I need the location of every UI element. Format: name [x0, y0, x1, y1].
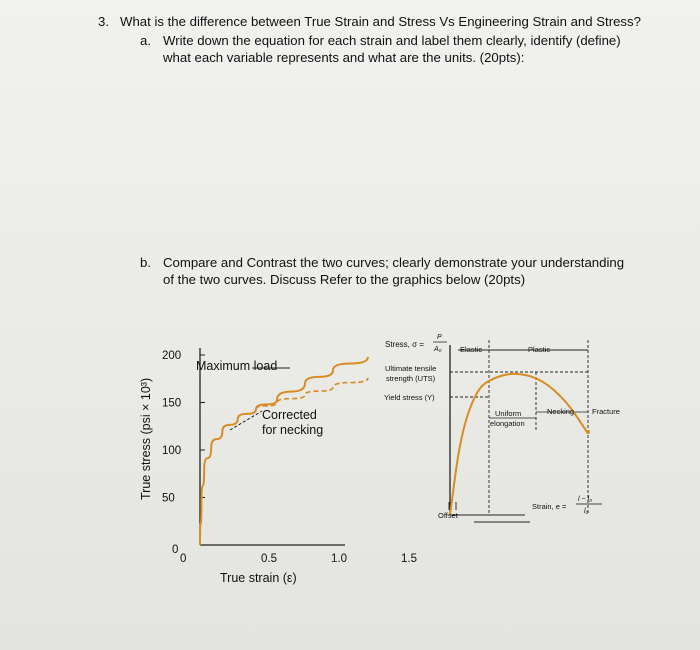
left-x-tick-label: 0 [180, 553, 187, 565]
left-y-tick-label: 0 [172, 544, 179, 556]
left-x-tick-label: 1.0 [331, 553, 347, 565]
uniform-label-2: elongation [490, 419, 525, 428]
left-y-tick-label: 100 [162, 445, 182, 457]
max-load-label: Maximum load [196, 359, 278, 373]
left-x-tick-label: 1.5 [401, 553, 417, 565]
fracture-point [586, 430, 590, 434]
part-a-line-2: what each variable represents and what are the units. (20pts): [163, 50, 525, 65]
plastic-label: Plastic [528, 345, 551, 354]
strain-denominator: l₀ [584, 508, 589, 515]
offset-label: Offset [438, 511, 458, 520]
stress-numerator: P [437, 334, 442, 341]
question-number: 3. [98, 14, 109, 29]
part-b-letter: b. [140, 255, 151, 270]
corrected-label-1: Corrected [262, 408, 317, 422]
left-x-axis-label: True strain (ε) [220, 571, 297, 585]
left-y-tick-label: 150 [162, 397, 182, 410]
left-y-tick-label: 200 [162, 350, 182, 362]
left-x-tick-label: 0.5 [261, 553, 277, 565]
stress-denominator: A₀ [434, 346, 442, 353]
left-y-tick-label: 50 [162, 492, 175, 505]
uts-label-1: Ultimate tensile [385, 364, 437, 373]
elastic-label: Elastic [460, 345, 483, 354]
strain-numerator: l − l₀ [578, 496, 593, 503]
fracture-label: Fracture [592, 407, 620, 416]
part-b-line-2: of the two curves. Discuss Refer to the graphics below (20pts) [163, 272, 526, 287]
part-b-line-1: Compare and Contrast the two curves; clearly demonstrate your understanding [163, 255, 625, 270]
uniform-label-1: Uniform [495, 409, 522, 418]
left-y-axis-label: True stress (psi × 10³) [139, 377, 153, 500]
engineering-curve [450, 374, 588, 515]
strain-axis-label: Strain, e = [532, 502, 567, 511]
part-a-line-1: Write down the equation for each strain and label them clearly, identify (define) [163, 33, 621, 48]
stress-axis-label: Stress, σ = [385, 340, 424, 349]
yield-label: Yield stress (Y) [384, 393, 435, 402]
part-a-letter: a. [140, 33, 151, 48]
question-prompt: What is the difference between True Strain and Stress Vs Engineering Strain and Stress? [120, 14, 641, 29]
necking-label: Necking [547, 407, 575, 416]
corrected-label-2: for necking [262, 423, 324, 437]
uts-label-2: strength (UTS) [386, 374, 436, 383]
